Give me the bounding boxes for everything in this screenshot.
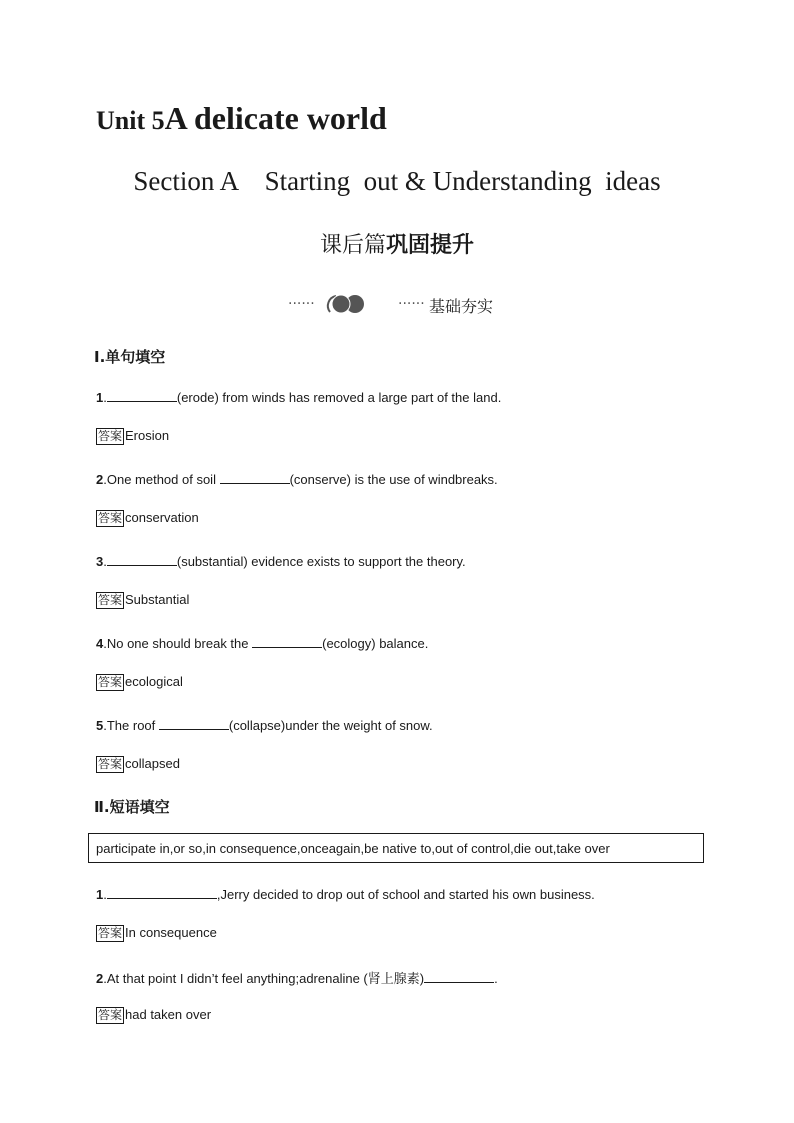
answer-text: In consequence (125, 925, 217, 940)
question-text-before: . (103, 390, 107, 405)
question-number: 4 (96, 636, 104, 651)
answer-tag: 答案 (98, 675, 123, 689)
part1-question-5 (96, 717, 433, 733)
dots-left: ······ (288, 296, 315, 312)
answer-blank[interactable] (159, 717, 229, 730)
part2-answer-2 (96, 1007, 211, 1024)
part1-answer-3 (96, 592, 189, 609)
answer-blank[interactable] (107, 389, 177, 402)
part1-question-4 (96, 635, 428, 651)
subtitle (0, 228, 794, 259)
answer-tag: 答案 (98, 593, 123, 607)
answer-tag: 答案 (98, 757, 123, 771)
question-number: 3 (96, 554, 104, 569)
subtitle-normal: 课后篇 (319, 233, 386, 258)
phrase-box (88, 833, 704, 863)
question-number: 5 (96, 718, 104, 733)
question-text-after: (substantial) evidence exists to support the theory. (176, 554, 466, 569)
answer-blank[interactable] (252, 635, 322, 648)
answer-blank[interactable] (107, 886, 217, 899)
answer-blank[interactable] (424, 970, 494, 983)
unit-number: Unit 5 (96, 106, 165, 135)
answer-tag: 答案 (98, 926, 123, 940)
part1-question-1 (96, 389, 501, 405)
answer-text: collapsed (125, 756, 180, 771)
phrase-list: participate in,or so,in consequence,onceagain,be native to,out of control,die out,take over (96, 841, 610, 856)
question-text-after: (ecology) balance. (322, 636, 429, 651)
answer-text: ecological (125, 674, 183, 689)
question-text-after: (collapse)under the weight of snow. (228, 718, 433, 733)
part1-question-2 (96, 471, 498, 487)
answer-tag: 答案 (98, 511, 123, 525)
question-text-before: .No one should break the (103, 636, 253, 651)
unit-name: A delicate world (164, 100, 387, 136)
section-divider (288, 292, 548, 316)
dots-right: ······ (398, 296, 425, 312)
unit-title (96, 100, 387, 140)
part1-answer-5 (96, 756, 180, 773)
question-number: 1 (96, 390, 104, 405)
answer-blank[interactable] (220, 471, 290, 484)
part1-answer-4 (96, 674, 183, 691)
question-text-after: (conserve) is the use of windbreaks. (289, 472, 498, 487)
question-text-before: . (103, 887, 107, 902)
circles-icon (324, 292, 368, 316)
subtitle-bold: 巩固提升 (386, 233, 475, 258)
part1-question-3 (96, 553, 466, 569)
question-number: 2 (96, 472, 104, 487)
question-number: 2 (96, 971, 104, 986)
part1-answer-1 (96, 428, 169, 445)
question-text-before: .One method of soil (103, 472, 220, 487)
part2-answer-1 (96, 925, 217, 942)
question-text-after: (erode) from winds has removed a large part of the land. (176, 390, 502, 405)
answer-tag: 答案 (98, 1008, 123, 1022)
basic-section-label: 基础夯实 (429, 297, 494, 316)
answer-text: conservation (125, 510, 199, 525)
answer-text: had taken over (125, 1007, 212, 1022)
part2-question-2 (96, 968, 498, 987)
part2-question-1 (96, 886, 595, 902)
answer-blank[interactable] (107, 553, 177, 566)
part2-heading: Ⅱ.短语填空 (94, 798, 170, 816)
section-title: Section A Starting out & Understanding ideas (133, 166, 661, 196)
answer-tag: 答案 (98, 429, 123, 443)
answer-text: Substantial (125, 592, 190, 607)
question-text-before: .At that point I didn’t feel anything;adrenaline (肾上腺素) (103, 971, 425, 986)
question-text-before: .The roof (103, 718, 159, 733)
question-text-before: . (103, 554, 107, 569)
question-text-after: ,Jerry decided to drop out of school and started his own business. (216, 887, 595, 902)
answer-text: Erosion (125, 428, 170, 443)
part1-answer-2 (96, 510, 199, 527)
question-number: 1 (96, 887, 104, 902)
part1-heading: Ⅰ.单句填空 (94, 348, 166, 366)
question-text-after: . (494, 971, 498, 986)
